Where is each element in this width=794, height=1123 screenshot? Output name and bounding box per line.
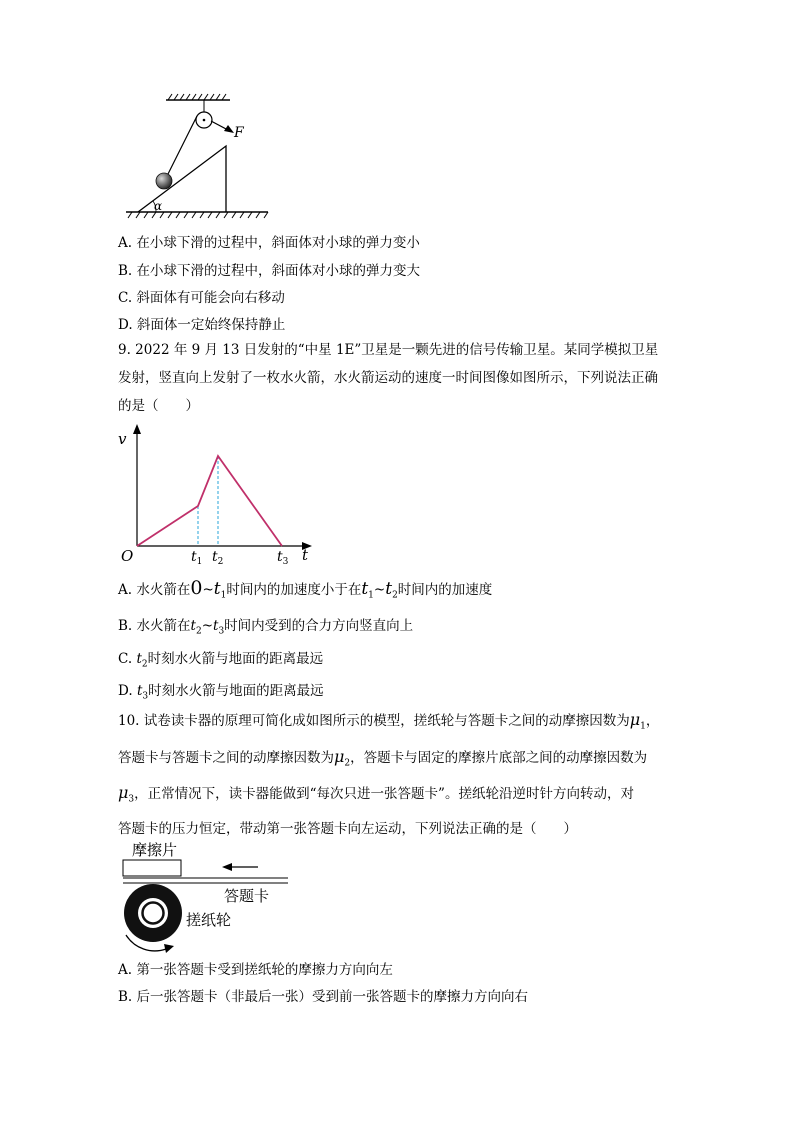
q10-option-a: A. 第一张答题卡受到搓纸轮的摩擦力方向向左 — [118, 962, 393, 978]
force-label: F — [234, 125, 244, 141]
q8-option-b: B. 在小球下滑的过程中，斜面体对小球的弹力变大 — [118, 263, 421, 279]
t-axis-label: t — [302, 546, 309, 564]
q10-line-4: 答题卡的压力恒定，带动第一张答题卡向左运动，下列说法正确的是（ ） — [118, 821, 577, 838]
q10-option-b: B. 后一张答题卡（非最后一张）受到前一张答题卡的摩擦力方向向右 — [118, 989, 529, 1005]
q10-stem — [118, 705, 678, 844]
v-axis-label: v — [118, 430, 127, 448]
wheel-label: 搓纸轮 — [186, 911, 232, 929]
tick-t2: $t_2$ — [212, 549, 224, 567]
tick-t3: $t_3$ — [277, 549, 289, 567]
q10-line-3: $\mu_3$，正常情况下，读卡器能做到“每次只进一张答题卡”。搓纸轮沿逆时针方向转动，对 — [118, 783, 634, 806]
q9-option-b: B. 水火箭在$t_2\sim t_3$时间内受到的合力方向竖直向上 — [118, 618, 414, 637]
q8-option-d: D. 斜面体一定始终保持静止 — [118, 317, 286, 333]
ball — [156, 173, 172, 189]
q9-option-d: D. $t_3$时刻水火箭与地面的距离最远 — [118, 683, 324, 702]
q9-line-2: 发射，竖直向上发射了一枚水火箭，水火箭运动的速度一时间图像如图所示，下列说法正确 — [118, 370, 658, 386]
q9-stem — [118, 336, 678, 420]
card-reader-figure — [118, 835, 298, 960]
q8-option-a: A. 在小球下滑的过程中，斜面体对小球的弹力变小 — [118, 235, 420, 251]
q9-option-a: A. 水火箭在$0\sim t_1$时间内的加速度小于在$t_1\sim t_2$时间内的加速度 — [118, 577, 493, 601]
card-label: 答题卡 — [224, 887, 270, 905]
angle-label: α — [154, 199, 163, 213]
q9-line-3: 的是（ ） — [118, 398, 199, 414]
tick-t1: $t_1$ — [191, 549, 203, 567]
friction-pad — [123, 860, 181, 876]
incline-pulley-figure — [118, 90, 278, 220]
q8-option-c: C. 斜面体有可能会向右移动 — [118, 290, 285, 306]
velocity-curve — [137, 456, 282, 546]
q10-line-2: 答题卡与答题卡之间的动摩擦因数为$\mu_2$，答题卡与固定的摩擦片底部之间的动摩擦因数为 — [118, 746, 648, 769]
origin-label: O — [121, 547, 134, 565]
velocity-time-graph — [112, 420, 332, 570]
friction-pad-label: 摩擦片 — [132, 841, 178, 859]
q9-line-1: 9. 2022 年 9 月 13 日发射的“中星 1E”卫星是一颗先进的信号传输卫星。某同学模拟卫星 — [118, 342, 659, 358]
q10-line-1: 10. 试卷读卡器的原理可简化成如图所示的模型，搓纸轮与答题卡之间的动摩擦因数为$\mu_1$， — [118, 710, 660, 732]
q9-option-c: C. $t_2$时刻水火箭与地面的距离最远 — [118, 651, 324, 670]
